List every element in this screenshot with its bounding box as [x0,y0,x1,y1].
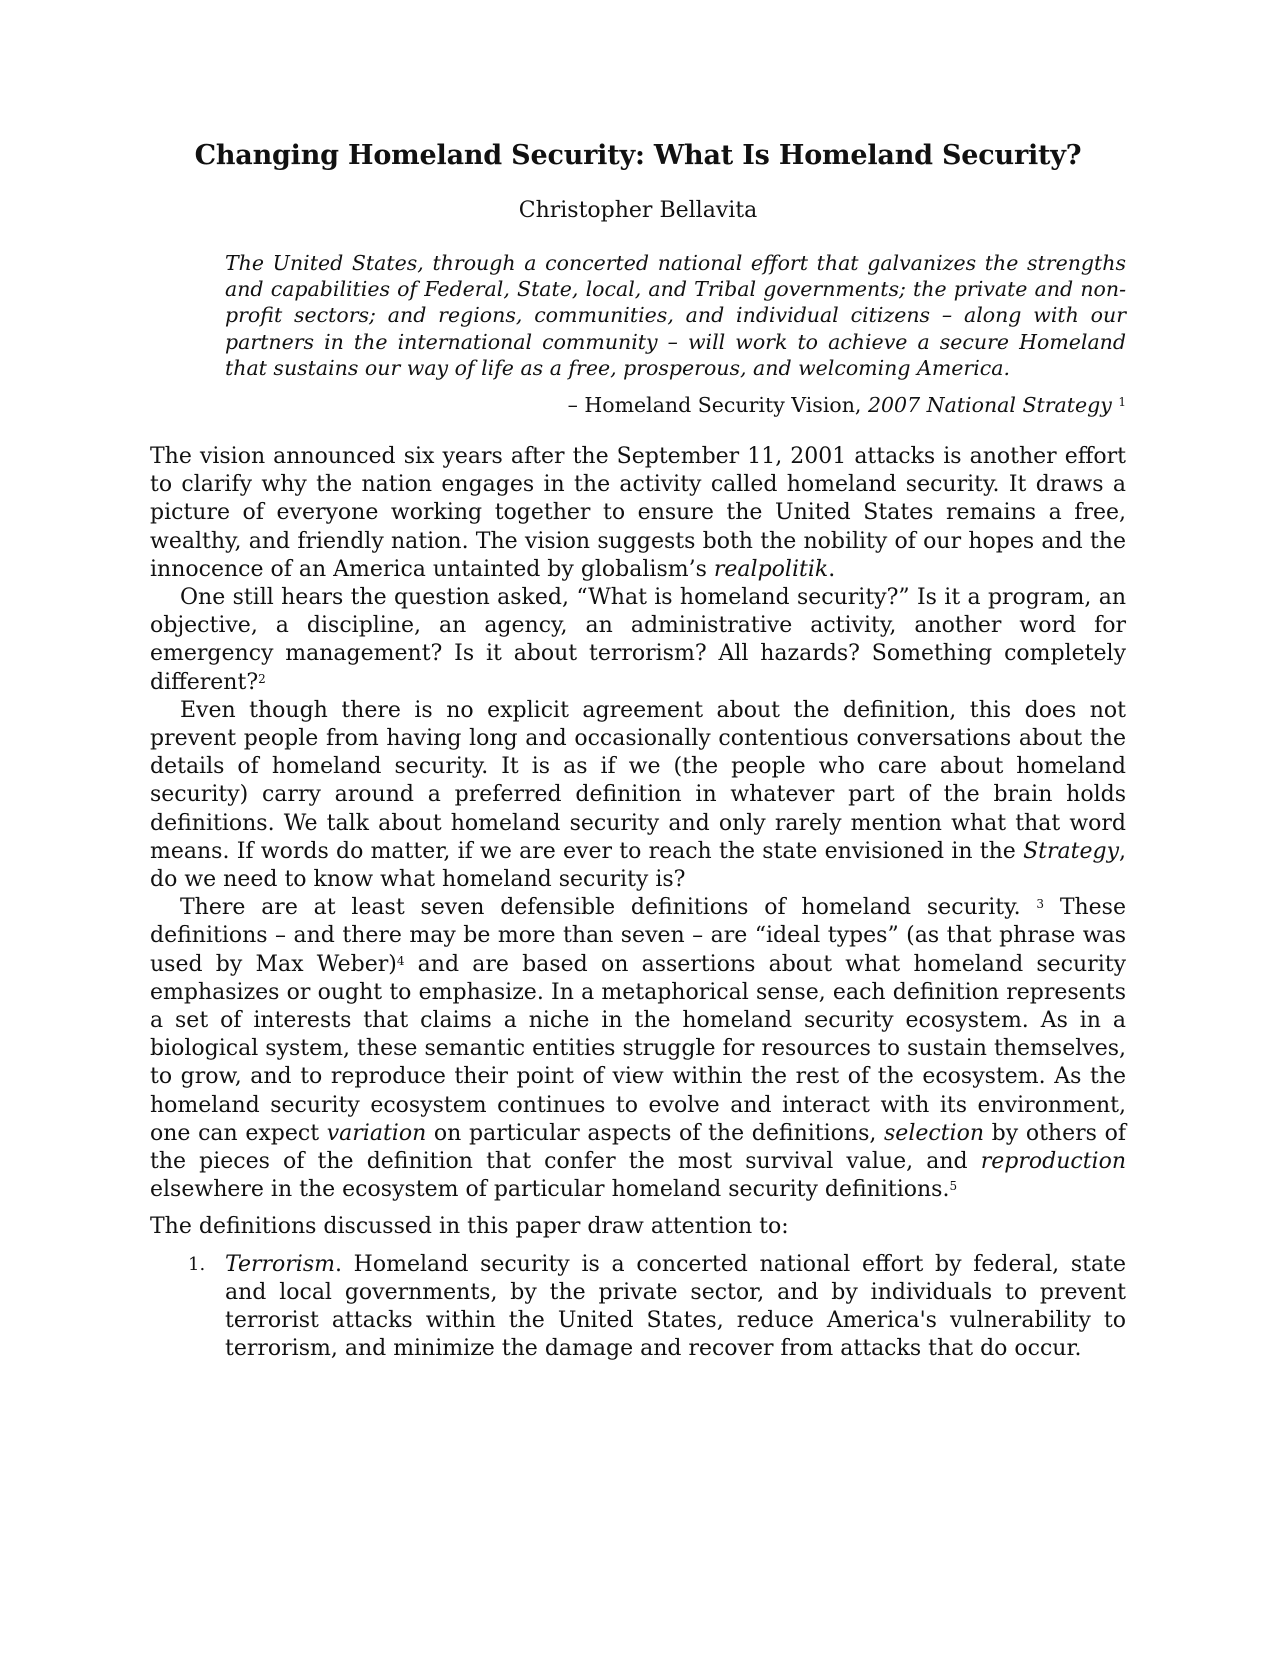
emphasis-text: reproduction [980,1149,1126,1175]
footnote-ref[interactable]: 2 [258,671,266,686]
body-text [150,443,1126,1204]
document-page [150,138,1126,1363]
footnote-ref[interactable]: 5 [949,1179,958,1194]
paragraph-text: There are at least seven defensible definitions of homeland security. [180,895,1021,921]
paragraph-text: . [828,556,836,582]
emphasis-text: variation [326,1120,427,1146]
epigraph-quote: The United States, through a concerted national effort that galvanizes the strengths and capabilities of Federal, State, local, and Tribal governments; the private and non-profit sectors; and regions, communities, and individual citizens – along with our partners in the international community – will work to achieve a secure Homeland that sustains our way of life as a free, prosperous, and welcoming America. [225,251,1126,380]
footnote-ref[interactable]: 3 [1036,897,1045,912]
definitions-lead: The definitions discussed in this paper draw attention to: [150,1213,789,1239]
paragraph-text: elsewhere in the ecosystem of particular homeland security definitions. [150,1177,950,1203]
paragraph-2 [150,584,1126,697]
paragraph-3 [150,697,1126,894]
epigraph-attribution [150,391,1126,419]
emphasis-text: Strategy [1023,838,1119,864]
paragraph-4 [150,894,1126,1204]
footnote-ref[interactable]: 4 [396,953,405,968]
paragraph-text: These definitions – and there may be more than seven – are “ideal types” (as that phrase was used by Max Weber) [150,895,1126,977]
author-name: Christopher Bellavita [518,198,758,223]
list-number: 1. [188,1253,206,1275]
list-item [150,1251,1126,1364]
emphasis-text: selection [884,1120,984,1146]
paragraph-text: on particular aspects of the definitions, [426,1120,885,1146]
paragraph-text: The vision announced six years after the September 11, 2001 attacks is another effort to clarify why the nation engages in the activity called homeland security. It draws a picture of everyone working together to ensure the United States remains a free, wealthy, and friendly nation. The vision suggests both the nobility of our hopes and the innocence of an America untainted by globalism’s [150,444,1126,582]
footnote-ref[interactable]: 1 [1118,395,1126,410]
paragraph-1 [150,443,1126,584]
definition-term: Terrorism [225,1251,335,1277]
definition-text: . Homeland security is a concerted national effort by federal, state and local governments, by the private sector, and by individuals to prevent terrorist attacks within the United States, reduce America's vulnerability to terrorism, and minimize the damage and recover from attacks that do occur. [225,1251,1126,1362]
attribution-title: 2007 National Strategy [867,393,1112,418]
paper-title: Changing Homeland Security: What Is Homeland Security? [194,140,1082,171]
paragraph-text: One still hears the question asked, “What is homeland security?” Is it a program, an objective, a discipline, an agency, an administrative activity, another word for emergency management? Is it about terrorism? All hazards? Something completely different? [150,585,1126,695]
emphasis-text: realpolitik [713,556,829,582]
attribution-prefix: – Homeland Security Vision, [567,393,868,418]
paragraph-text: Even though there is no explicit agreement about the definition, this does not prevent people from having long and occasionally contentious conversations about the details of homeland security. It is as if we (the people who care about homeland security) carry around a preferred definition in whatever part of the brain holds definitions. We talk about homeland security and only rarely mention what that word means. If words do matter, if we are ever to reach the state envisioned in the [150,697,1126,864]
definitions-list [150,1251,1126,1364]
paragraph-text: and are based on assertions about what homeland security emphasizes or ought to emphasize. In a metaphorical sense, each definition represents a set of interests that claims a niche in the homeland security ecosystem. As in a biological system, these semantic entities struggle for resources to sustain themselves, to grow, and to reproduce their point of view within the rest of the ecosystem. As the homeland security ecosystem continues to evolve and interact with its environment, one can expect [150,951,1126,1146]
paragraph-text: , do we need to know what homeland security is? [150,838,1126,893]
paragraph-text: by others of the pieces of the definition that confer the most survival value, and [150,1120,1126,1175]
